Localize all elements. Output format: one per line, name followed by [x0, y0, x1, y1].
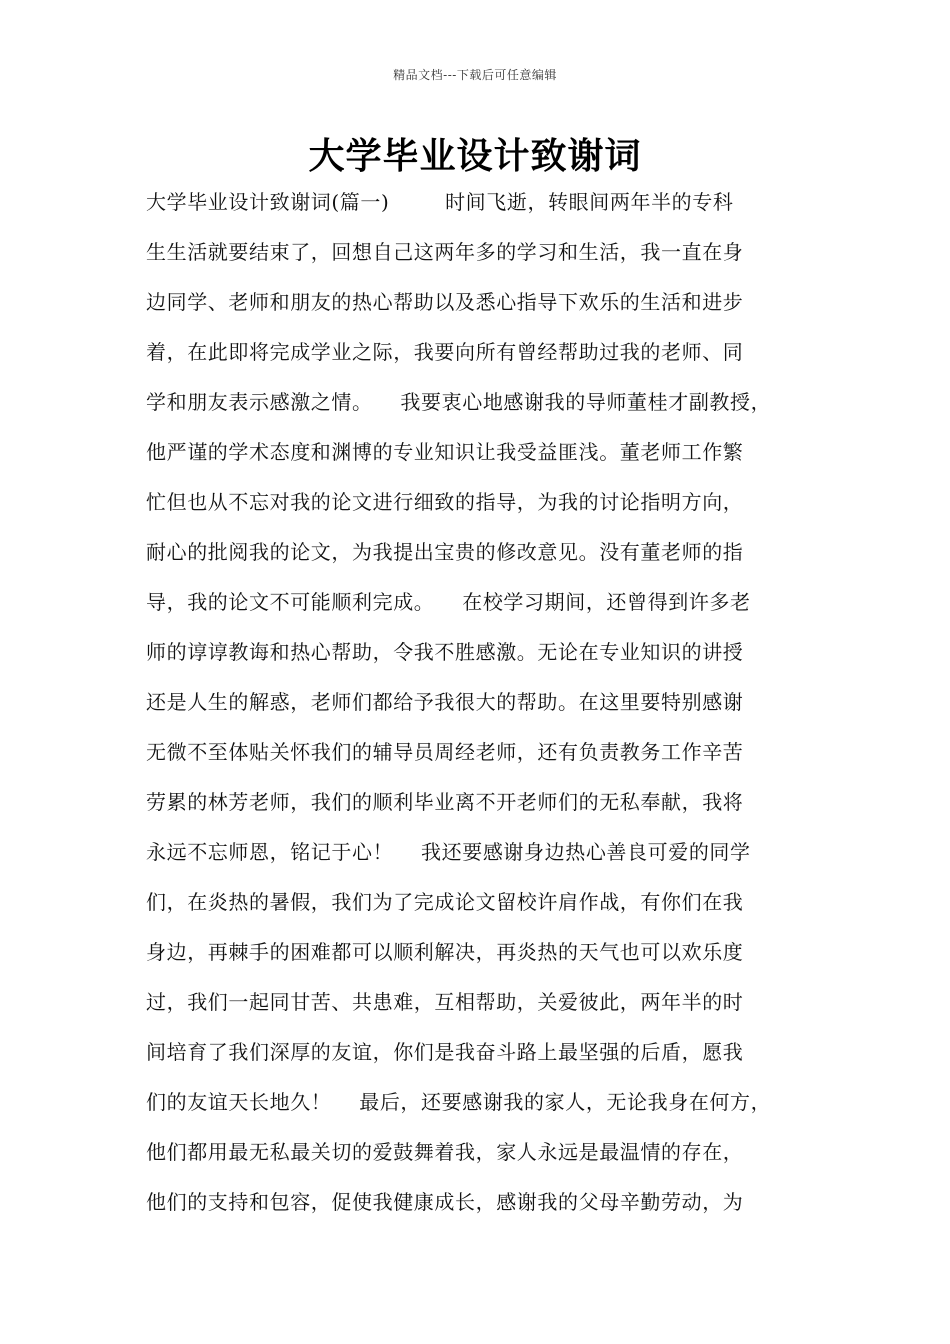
body-line: 劳累的林芳老师，我们的顺利毕业离不开老师们的无私奉献，我将 — [146, 790, 744, 814]
body-line: 着，在此即将完成学业之际，我要向所有曾经帮助过我的老师、同 — [146, 340, 744, 364]
body-line: 间培育了我们深厚的友谊，你们是我奋斗路上最坚强的后盾，愿我 — [146, 1040, 744, 1064]
body-line: 无微不至体贴关怀我们的辅导员周经老师，还有负责教务工作辛苦 — [146, 740, 744, 764]
body-line: 他们的支持和包容，促使我健康成长，感谢我的父母辛勤劳动，为 — [146, 1190, 744, 1214]
body-line: 永远不忘师恩，铭记于心！ 我还要感谢身边热心善良可爱的同学 — [146, 840, 751, 864]
body-line: 生生活就要结束了，回想自己这两年多的学习和生活，我一直在身 — [146, 240, 744, 264]
body-line: 大学毕业设计致谢词(篇一) 时间飞逝，转眼间两年半的专科 — [146, 190, 734, 214]
body-line: 他严谨的学术态度和渊博的专业知识让我受益匪浅。董老师工作繁 — [146, 440, 744, 464]
body-line: 他们都用最无私最关切的爱鼓舞着我，家人永远是最温情的存在， — [146, 1140, 744, 1164]
body-line: 师的谆谆教诲和热心帮助，令我不胜感激。无论在专业知识的讲授 — [146, 640, 744, 664]
body-line: 边同学、老师和朋友的热心帮助以及悉心指导下欢乐的生活和进步 — [146, 290, 744, 314]
header-note: 精品文档---下载后可任意编辑 — [393, 68, 557, 82]
body-line: 忙但也从不忘对我的论文进行细致的指导，为我的讨论指明方向， — [146, 490, 744, 514]
body-line: 过，我们一起同甘苦、共患难，互相帮助，关爱彼此，两年半的时 — [146, 990, 744, 1014]
body-line: 耐心的批阅我的论文，为我提出宝贵的修改意见。没有董老师的指 — [146, 540, 744, 564]
body-line: 导，我的论文不可能顺利完成。 在校学习期间，还曾得到许多老 — [146, 590, 751, 614]
body-line: 们的友谊天长地久！ 最后，还要感谢我的家人，无论我身在何方， — [146, 1090, 772, 1114]
body-line: 学和朋友表示感激之情。 我要衷心地感谢我的导师董桂才副教授， — [146, 390, 772, 414]
body-text — [146, 180, 836, 1230]
body-line: 们，在炎热的暑假，我们为了完成论文留校许肩作战，有你们在我 — [146, 890, 744, 914]
body-line: 还是人生的解惑，老师们都给予我很大的帮助。在这里要特别感谢 — [146, 690, 744, 714]
body-line: 身边，再棘手的困难都可以顺利解决，再炎热的天气也可以欢乐度 — [146, 940, 744, 964]
document-title: 大学毕业设计致谢词 — [308, 136, 642, 177]
